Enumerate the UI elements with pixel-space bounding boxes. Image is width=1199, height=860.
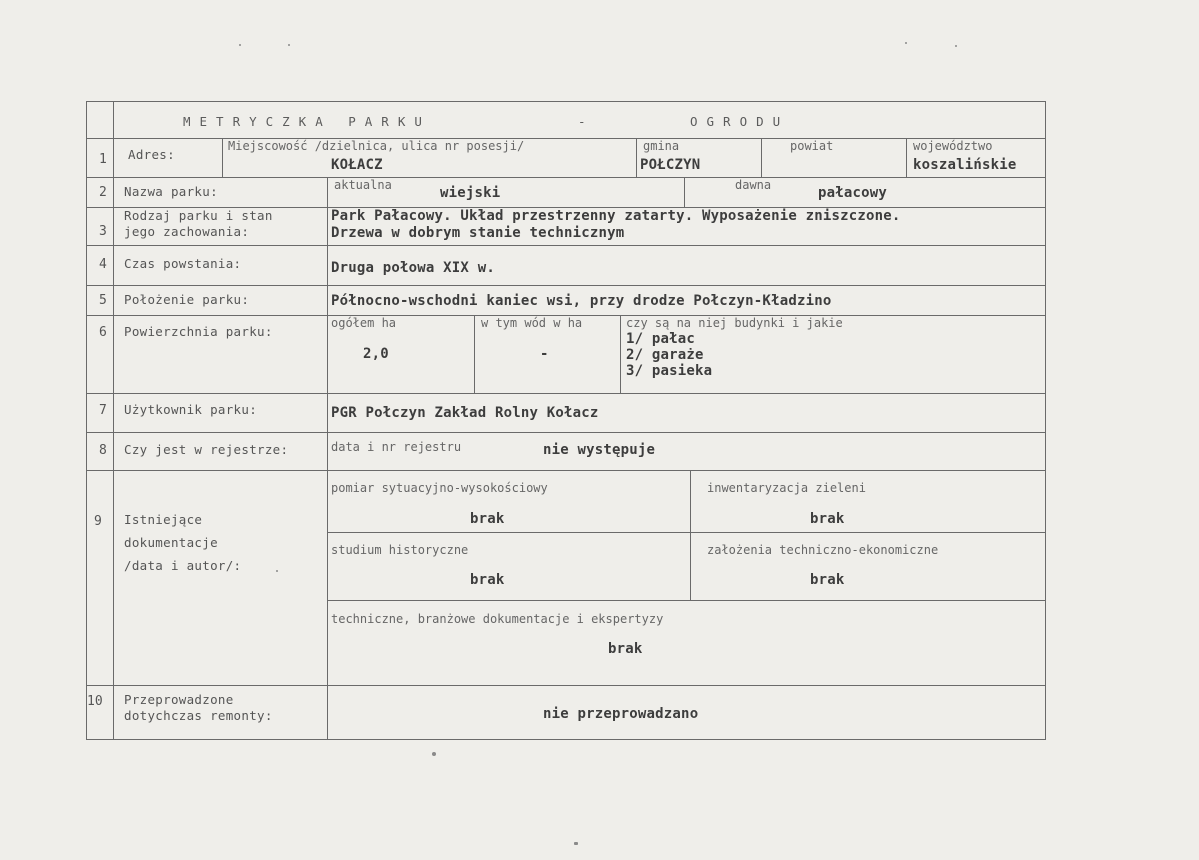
- district-caption: powiat: [790, 139, 834, 153]
- creation-time-value: Druga połowa XIX w.: [331, 260, 495, 276]
- address-label: Adres:: [128, 147, 175, 162]
- park-name-label: Nazwa parku:: [124, 184, 218, 199]
- area-label: Powierzchnia parku:: [124, 324, 273, 339]
- park-type-value-2: Drzewa w dobrym stanie technicznym: [331, 225, 625, 241]
- tech-economic-caption: założenia techniczno-ekonomiczne: [707, 543, 939, 557]
- inventory-caption: inwentaryzacja zieleni: [707, 481, 866, 495]
- former-name-value: pałacowy: [818, 185, 888, 201]
- owner-value: PGR Połczyn Zakład Rolny Kołacz: [331, 405, 599, 421]
- voivodeship-caption: województwo: [913, 139, 993, 153]
- buildings-caption: czy są na niej budynki i jakie: [626, 316, 843, 330]
- former-name-caption: dawna: [735, 178, 772, 192]
- documentation-label: Istniejące: [124, 512, 203, 527]
- row-number: 6: [99, 325, 107, 340]
- register-label: Czy jest w rejestrze:: [124, 442, 289, 457]
- technical-docs-value: brak: [608, 641, 643, 657]
- documentation-label-3: /data i autor/:: [124, 558, 242, 573]
- form-title-suffix: OGRODU: [690, 114, 790, 129]
- current-name-value: wiejski: [440, 185, 501, 201]
- renovations-label-2: dotychczas remonty:: [124, 708, 273, 723]
- total-area-value: 2,0: [363, 346, 389, 362]
- park-type-label: Rodzaj parku i stan: [124, 208, 273, 223]
- voivodeship-value: koszalińskie: [913, 157, 1017, 173]
- row-number: 9: [94, 514, 102, 529]
- row-number: 2: [99, 185, 107, 200]
- row-number: 1: [99, 152, 107, 167]
- row-number: 7: [99, 403, 107, 418]
- renovations-label: Przeprowadzone: [124, 692, 234, 707]
- inventory-value: brak: [810, 511, 845, 527]
- park-type-label-2: jego zachowania:: [124, 224, 250, 239]
- water-area-value: -: [540, 346, 549, 362]
- current-name-caption: aktualna: [334, 178, 392, 192]
- register-caption: data i nr rejestru: [331, 440, 462, 454]
- survey-caption: pomiar sytuacyjno-wysokościowy: [331, 481, 548, 495]
- survey-value: brak: [470, 511, 505, 527]
- form-title: METRYCZKA PARKU: [183, 114, 431, 129]
- row-number: 5: [99, 293, 107, 308]
- row-number: 8: [99, 443, 107, 458]
- documentation-label-2: dokumentacje: [124, 535, 218, 550]
- total-area-caption: ogółem ha: [331, 316, 397, 330]
- tech-economic-value: brak: [810, 572, 845, 588]
- location-label: Położenie parku:: [124, 292, 250, 307]
- creation-time-label: Czas powstania:: [124, 256, 242, 271]
- register-value: nie występuje: [543, 442, 656, 458]
- locality-value: KOŁACZ: [331, 157, 383, 173]
- row-number: 3: [99, 224, 107, 239]
- building-item: 2/ garaże: [626, 347, 704, 363]
- technical-docs-caption: techniczne, branżowe dokumentacje i ekspertyzy: [331, 612, 664, 626]
- park-type-value: Park Pałacowy. Układ przestrzenny zatarty. Wyposażenie zniszczone.: [331, 208, 901, 224]
- row-number: 4: [99, 257, 107, 272]
- building-item: 1/ pałac: [626, 331, 696, 347]
- history-caption: studium historyczne: [331, 543, 469, 557]
- location-value: Północno-wschodni kaniec wsi, przy drodze Połczyn-Kładzino: [331, 293, 832, 309]
- building-item: 3/ pasieka: [626, 363, 713, 379]
- commune-caption: gmina: [643, 139, 680, 153]
- title-dash: -: [578, 114, 595, 129]
- commune-value: POŁCZYN: [640, 157, 701, 173]
- history-value: brak: [470, 572, 505, 588]
- locality-caption: Miejscowość /dzielnica, ulica nr posesji/: [228, 139, 525, 153]
- row-number: 10: [87, 694, 103, 709]
- owner-label: Użytkownik parku:: [124, 402, 258, 417]
- renovations-value: nie przeprowadzano: [543, 706, 699, 722]
- water-area-caption: w tym wód w ha: [481, 316, 583, 330]
